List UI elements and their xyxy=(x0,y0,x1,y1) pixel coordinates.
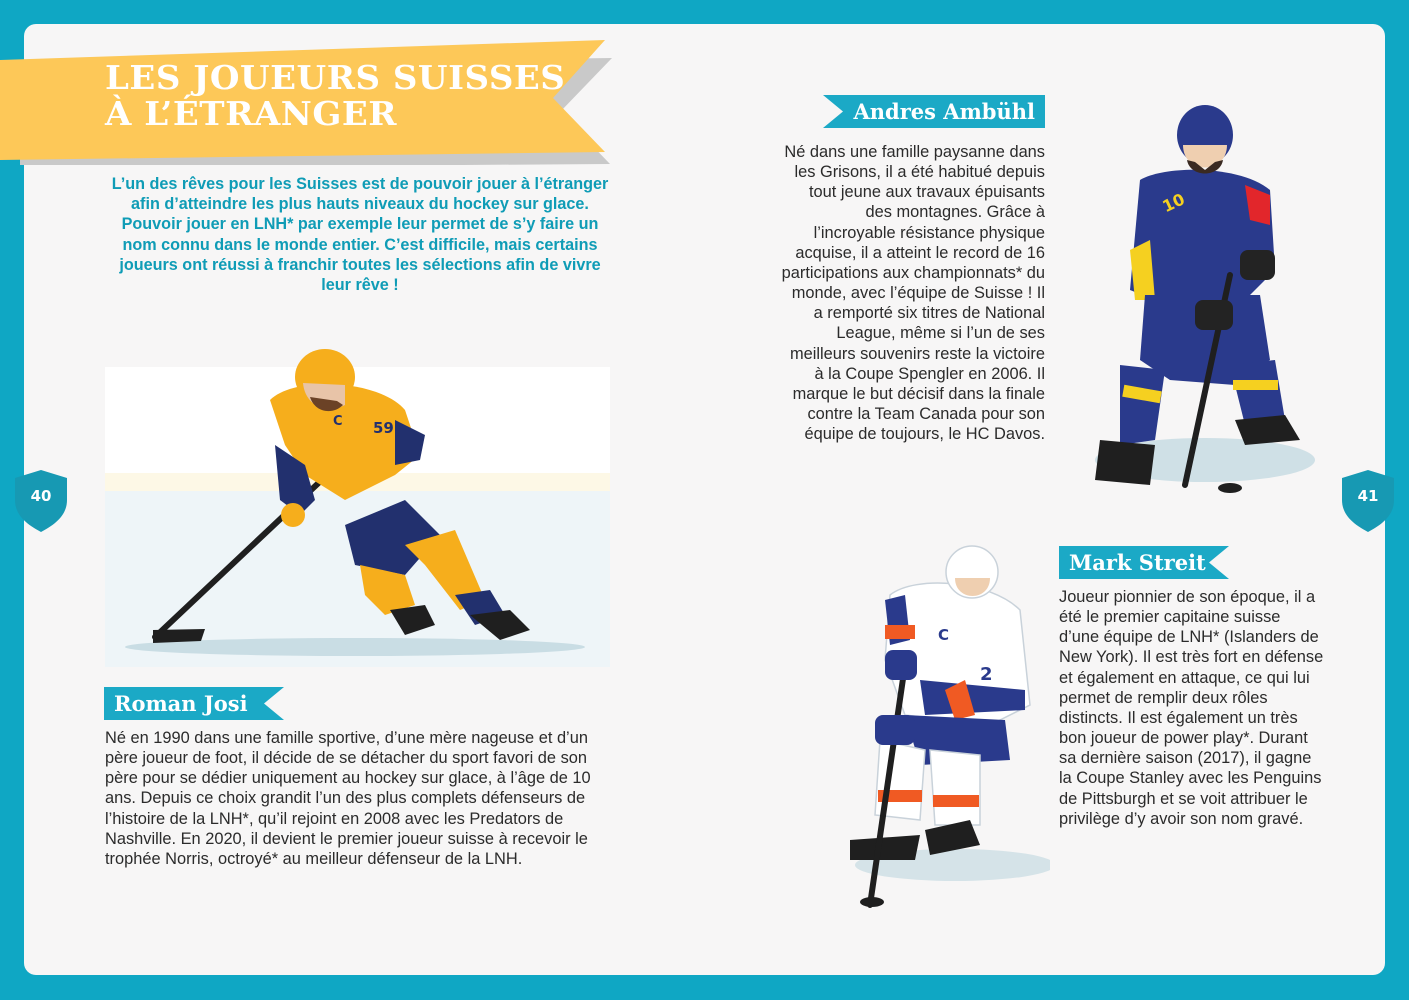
svg-text:10: 10 xyxy=(1159,189,1188,217)
player-name: Mark Streit xyxy=(1069,550,1206,575)
name-ribbon-roman-josi xyxy=(104,687,284,720)
svg-text:2: 2 xyxy=(980,664,993,685)
name-ribbon-mark-streit xyxy=(1059,546,1229,579)
hockey-player-josi-image xyxy=(105,325,610,670)
andres-ambuhl-illustration xyxy=(1075,100,1335,505)
svg-text:C: C xyxy=(938,626,950,644)
bio-mark-streit: Joueur pionnier de son époque, il a été le premier capitaine suisse d’une équipe de LNH* (Islanders de New York). Il est très fort en défense et également en attaque, ce qui lui permet de remplir deux rôles distincts. Il est également un très bon joueur de power play*. Durant sa dernière saison (2017), il gagne la Coupe Stanley avec les Penguins de Pittsburgh et se voit attribuer le privilège d’y avoir son nom gravé. xyxy=(1059,588,1324,828)
player-name: Andres Ambühl xyxy=(853,99,1035,124)
svg-text:C: C xyxy=(333,414,343,429)
player-name: Roman Josi xyxy=(114,691,248,716)
page-number-left xyxy=(14,470,68,532)
page-number-text: 41 xyxy=(1357,487,1379,505)
intro-paragraph: L’un des rêves pour les Suisses est de pouvoir jouer à l’étranger afin d’atteindre les plus hauts niveaux du hockey sur glace. Pouvoir jouer en LNH* par exemple leur permet de s’y faire un nom connu dans le monde entier. C’est difficile, mais certains joueurs ont réussi à franchir toutes les sélections afin de vivre leur rêve ! xyxy=(111,175,609,295)
bio-roman-josi: Né en 1990 dans une famille sportive, d’une mère nageuse et d’un père joueur de foot, il décide de se détacher du sport favori de son père pour se dédier uniquement au hockey sur glace, à l’âge de 10 ans. Depuis ce choix grandit l’un des plus complets défenseurs de l’histoire de la LNH*, qu’il rejoint en 2008 avec les Predators de Nashville. En 2020, il devient le premier joueur suisse à recevoir le trophée Norris, octroyé* au meilleur défenseur de la LNH. xyxy=(105,729,591,868)
page-number-text: 40 xyxy=(30,487,52,505)
title-line-2: À L’ÉTRANGER xyxy=(105,94,398,133)
hockey-player-ambuhl-image xyxy=(1075,100,1335,505)
page-title xyxy=(105,60,565,132)
svg-text:59: 59 xyxy=(373,419,394,437)
bio-andres-ambuhl: Né dans une famille paysanne dans les Grisons, il a été habitué depuis tout jeune aux travaux épuisants des montagnes. Grâce à l’incroyable résistance physique acquise, il a atteint le record de 16 participations aux championnats* du monde, avec l’équipe de Suisse ! Il a remporté six titres de National League, même si l’un de ses meilleurs souvenirs reste la victoire à la Coupe Spengler en 2006. Il marque le but décisif dans la finale contre la Team Canada pour son équipe de toujours, le HC Davos. xyxy=(781,143,1045,444)
page-number-right xyxy=(1341,470,1395,532)
roman-josi-illustration xyxy=(105,325,610,670)
hockey-player-streit-image xyxy=(830,540,1050,920)
title-line-1: LES JOUEURS SUISSES xyxy=(105,58,566,97)
name-ribbon-andres-ambuhl xyxy=(823,95,1045,128)
mark-streit-illustration xyxy=(830,540,1050,920)
